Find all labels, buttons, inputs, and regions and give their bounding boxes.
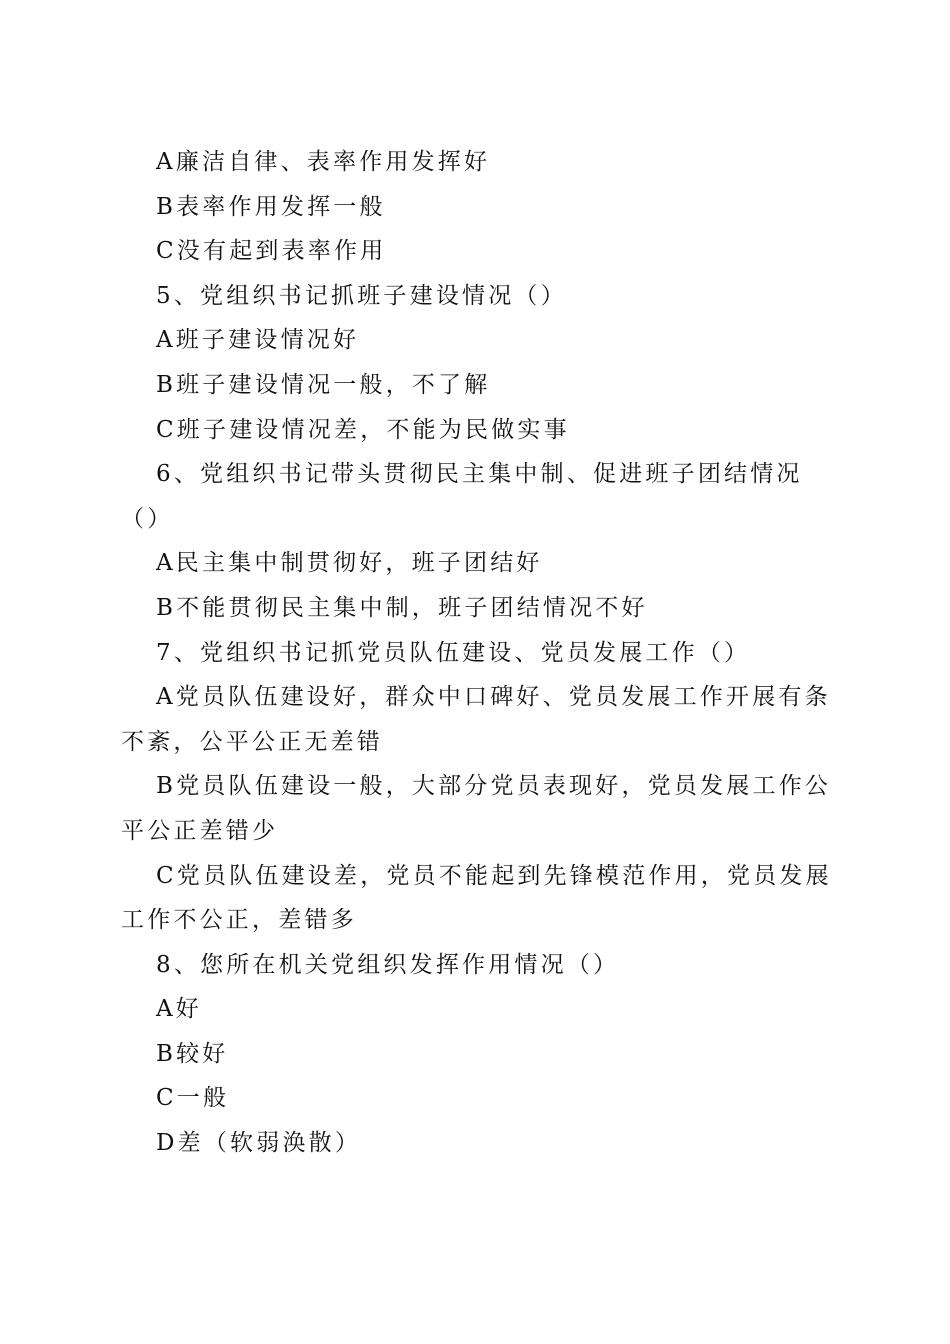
option-line: B较好 bbox=[156, 1040, 229, 1067]
option-line: C一般 bbox=[156, 1085, 230, 1112]
option-line: A党员队伍建设好，群众中口碑好、党员发展工作开展有条 bbox=[156, 684, 831, 711]
question-5: 5、党组织书记抓班子建设情况（） bbox=[156, 282, 567, 309]
option-continuation: 工作不公正，差错多 bbox=[121, 907, 357, 934]
option-line: B表率作用发挥一般 bbox=[156, 193, 386, 220]
document-body bbox=[121, 140, 832, 1166]
question-6-continuation: （） bbox=[121, 505, 174, 532]
option-line: B党员队伍建设一般，大部分党员表现好，党员发展工作公 bbox=[156, 773, 832, 800]
option-line: A廉洁自律、表率作用发挥好 bbox=[156, 149, 491, 175]
option-continuation: 平公正差错少 bbox=[121, 817, 279, 844]
question-6: 6、党组织书记带头贯彻民主集中制、促进班子团结情况 bbox=[156, 461, 803, 488]
option-line: B班子建设情况一般，不了解 bbox=[156, 371, 491, 398]
option-line: B不能贯彻民主集中制，班子团结情况不好 bbox=[156, 594, 648, 621]
option-line: A好 bbox=[156, 996, 203, 1023]
option-line: A民主集中制贯彻好，班子团结好 bbox=[156, 550, 543, 577]
option-line: C没有起到表率作用 bbox=[156, 238, 387, 265]
option-continuation: 不紊，公平公正无差错 bbox=[121, 728, 383, 755]
option-line: C党员队伍建设差，党员不能起到先锋模范作用，党员发展 bbox=[156, 862, 832, 889]
option-line: A班子建设情况好 bbox=[156, 327, 360, 354]
question-8: 8、您所在机关党组织发挥作用情况（） bbox=[156, 951, 620, 978]
option-line: D差（软弱涣散） bbox=[156, 1130, 362, 1157]
question-7: 7、党组织书记抓党员队伍建设、党员发展工作（） bbox=[156, 639, 751, 666]
option-line: C班子建设情况差，不能为民做实事 bbox=[156, 416, 570, 443]
